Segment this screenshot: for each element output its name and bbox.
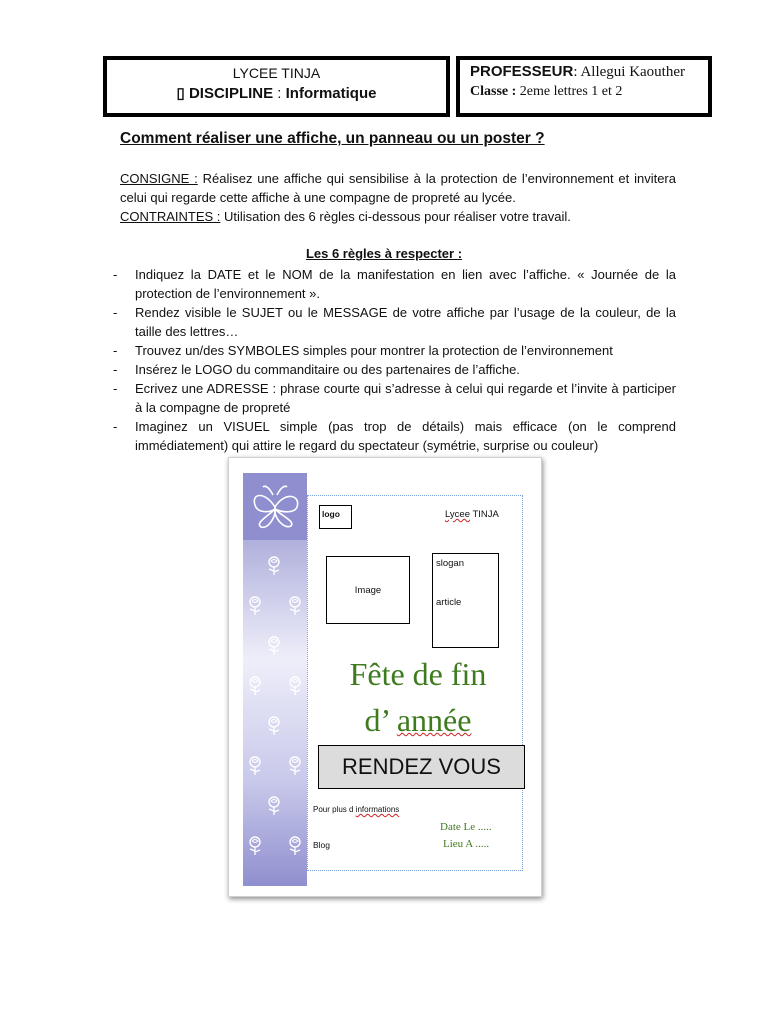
discipline-line [107,84,446,102]
list-item [113,303,676,341]
class-line [470,84,708,100]
butterfly-icon [243,473,307,540]
professor-name: Allegui Kaouther [580,64,686,80]
poster-ribbon [243,473,307,886]
rule-text: Imaginez un VISUEL simple (pas trop de détails) mais efficace (on le comprend immédiatement) qui attire le regard du spectateur (symétrie, surprise ou couleur) [135,419,676,453]
rule-text: Rendez visible le SUJET ou le MESSAGE de votre affiche par l’usage de la couleur, de la taille des lettres… [135,305,676,339]
discipline-value: Informatique [285,85,377,102]
poster-school-rest: TINJA [470,509,499,520]
poster-article-label: article [436,597,462,608]
poster-slogan-box [432,553,499,648]
poster-date: Date Le ..... [440,821,492,833]
header-professor-box [456,56,712,117]
consigne-text: Réalisez une affiche qui sensibilise à la protection de l’environnement et invitera celui qui regarde cette affiche à une compagne de propreté au lycée. [120,171,676,205]
contraintes-paragraph [120,207,676,226]
list-item [113,417,676,455]
discipline-separator: : [273,85,286,102]
rules-title: Les 6 règles à respecter : [305,246,463,261]
header-school-box [103,56,450,117]
list-marker: - [113,267,118,282]
list-item [113,379,676,417]
list-marker: - [113,305,118,320]
poster-title-word: année [396,702,472,738]
list-marker: - [113,419,118,434]
rose-pattern [243,540,307,886]
list-item [113,341,676,360]
poster-logo-box: logo [319,505,352,529]
list-marker: - [113,343,118,358]
poster-blog: Blog [313,840,331,850]
poster-title-line1: Fête de fin [349,656,487,692]
rose-icon [269,637,279,655]
poster-school-word: Lycee [445,509,470,520]
poster-school-name [445,509,499,520]
poster-title-line2 [307,697,529,743]
rose-icon [250,597,260,615]
professor-line [470,63,708,81]
class-label: Classe : [470,84,517,99]
contraintes-label: CONTRAINTES : [120,209,221,224]
rose-icon [290,597,300,615]
rule-text: Trouvez un/des SYMBOLES simples pour montrer la protection de l’environnement [135,343,613,358]
discipline-bullet: ▯ [176,85,185,102]
consigne-label: CONSIGNE : [120,171,198,186]
class-value: 2eme lettres 1 et 2 [516,84,623,99]
poster-rendez-vous-banner: RENDEZ VOUS [318,745,525,789]
poster-example [228,457,542,897]
contraintes-text: Utilisation des 6 règles ci-dessous pour réaliser votre travail. [220,209,571,224]
poster-info-prefix: Pour plus d [313,805,356,814]
rose-icon [269,717,279,735]
school-name: LYCEE TINJA [232,65,321,81]
rules-list [113,265,676,455]
professor-label: PROFESSEUR [470,63,574,80]
consigne-paragraph [120,169,676,207]
list-item [113,265,676,303]
rule-text: Ecrivez une ADRESSE : phrase courte qui s’adresse à celui qui regarde et l’invite à participer à la compagne de propreté [135,381,676,415]
poster-location: Lieu A ..... [443,838,490,850]
discipline-label: DISCIPLINE [188,85,274,102]
list-marker: - [113,362,118,377]
rose-icon [269,557,279,575]
poster-main-title [307,651,529,743]
rose-icon [269,797,279,815]
rule-text: Insérez le LOGO du commanditaire ou des partenaires de l’affiche. [135,362,520,377]
rose-icon [290,677,300,695]
rose-icon [250,757,260,775]
rose-icon [250,677,260,695]
professor-separator: : [573,64,581,80]
list-marker: - [113,381,118,396]
poster-slogan-label: slogan [436,558,464,569]
rule-text: Indiquez la DATE et le NOM de la manifestation en lien avec l’affiche. « Journée de la protection de l’environnement ». [135,267,676,301]
poster-more-info [313,805,399,814]
list-item [113,360,676,379]
poster-image-box: Image [326,556,410,624]
rose-icon [290,837,300,855]
rose-icon [290,757,300,775]
poster-title-part: d’ [364,702,397,738]
document-title: Comment réaliser une affiche, un panneau ou un poster ? [120,130,545,147]
poster-info-word: informations [355,805,400,814]
rose-icon [250,837,260,855]
ribbon-header [243,473,307,540]
